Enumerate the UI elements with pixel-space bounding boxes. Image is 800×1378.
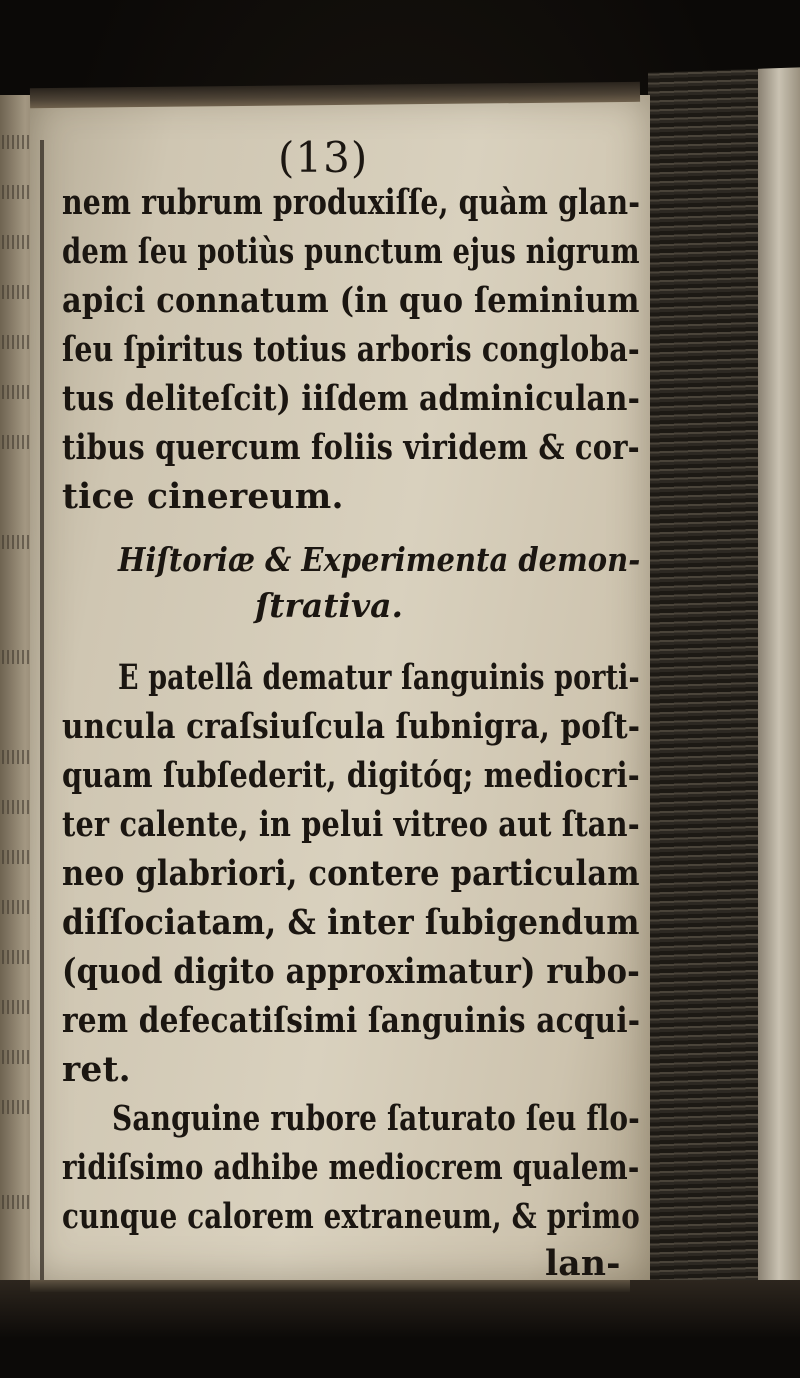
text-line: diſſociatam, & inter ſubigendum xyxy=(62,903,640,943)
text-line: ret. xyxy=(62,1050,131,1090)
text-line: cunque calorem extraneum, & primo xyxy=(62,1197,640,1237)
heading-line: Hiſtoriæ & Experimenta demon- xyxy=(118,540,641,579)
catchword: lan- xyxy=(545,1244,621,1284)
inner-margin-rule xyxy=(40,140,44,1280)
text-line: tibus quercum foliis viridem & cor- xyxy=(62,428,640,468)
text-line: apici connatum (in quo ſeminium xyxy=(62,281,640,321)
text-line: ter calente, in pelui vitreo aut ſtan- xyxy=(62,805,640,845)
page-number: (13) xyxy=(278,133,369,182)
text-line: dem ſeu potiùs punctum ejus nigrum xyxy=(62,232,640,272)
text-line: quam ſubſederit, digitóq; mediocri- xyxy=(62,756,640,796)
text-line: ridiſsimo adhibe mediocrem qualem- xyxy=(62,1148,640,1188)
text-line: uncula craſsiuſcula ſubnigra, poſt- xyxy=(62,707,641,747)
text-line: tus deliteſcit) iiſdem adminiculan- xyxy=(62,379,641,419)
text-line: (quod digito approximatur) rubo- xyxy=(62,952,640,992)
text-line: rem defecatiſsimi ſanguinis acqui- xyxy=(62,1001,641,1041)
page-stack-edges xyxy=(648,67,800,1302)
text-line: neo glabriori, contere particulam xyxy=(62,854,640,894)
text-line: E patellâ dematur ſanguinis porti- xyxy=(118,658,640,698)
text-line: nem rubrum produxiſſe, quàm glan- xyxy=(62,183,641,223)
heading-line: ſtrativa. xyxy=(255,586,404,625)
text-line: ſeu ſpiritus totius arboris congloba- xyxy=(62,330,640,370)
text-line: tice cinereum. xyxy=(62,477,344,517)
text-line: Sanguine rubore ſaturato ſeu flo- xyxy=(112,1099,640,1139)
page-bottom-edge xyxy=(0,1280,800,1378)
